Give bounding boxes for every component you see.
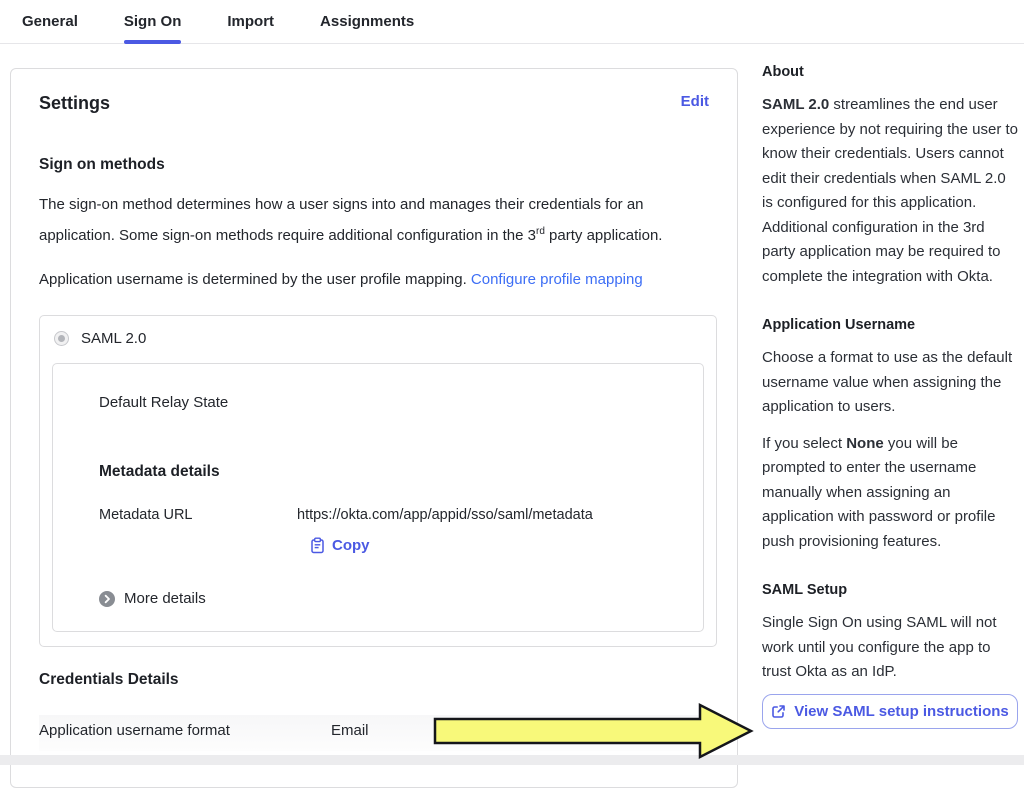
about-text: [762, 93, 1018, 289]
credentials-details-heading: Credentials Details: [39, 671, 709, 689]
p2-start: If you select: [762, 435, 846, 452]
about-body: streamlines the end user experience by not requiring the user to know their credentials. Users cannot edit their credentials when SAML 2.0 is configured for this application. Additional configuration in the 3rd party application may be required to complete the integration with Okta.: [762, 96, 1018, 285]
app-tab-bar: [0, 0, 1024, 44]
saml-radio-row: [52, 330, 704, 347]
saml-radio-label: SAML 2.0: [81, 330, 146, 347]
setup-button-label: View SAML setup instructions: [794, 703, 1008, 720]
external-link-icon: [771, 704, 786, 719]
tab-assignments[interactable]: Assignments: [320, 1, 414, 43]
description-text: The sign-on method determines how a user signs into and manages their credentials for an application. Some sign-on methods require additional configuration in the 3: [39, 196, 644, 244]
saml-method-box: [39, 315, 717, 647]
chevron-right-circle-icon: [99, 591, 115, 607]
p2-end: you will be prompted to enter the username manually when assigning an application with password or profile push provisioning features.: [762, 435, 995, 550]
credentials-row: [39, 715, 709, 751]
application-username-note: [39, 266, 694, 293]
about-heading: About: [762, 64, 1018, 80]
sign-on-methods-heading: Sign on methods: [39, 156, 709, 174]
about-bold-lead: SAML 2.0: [762, 96, 829, 113]
help-sidebar: [762, 64, 1018, 729]
more-details-toggle[interactable]: [99, 590, 206, 607]
application-username-format-value: Email: [331, 722, 709, 739]
default-relay-state-label: Default Relay State: [99, 394, 657, 411]
metadata-url-value: https://okta.com/app/appid/sso/saml/metadata: [297, 507, 657, 523]
application-username-heading: Application Username: [762, 317, 1018, 333]
copy-button-label: Copy: [332, 537, 370, 554]
metadata-url-row: [99, 507, 657, 523]
p2-bold-none: None: [846, 435, 884, 452]
application-username-p2: [762, 432, 1018, 555]
edit-button[interactable]: Edit: [681, 93, 709, 110]
application-username-p1: Choose a format to use as the default username value when assigning the application to users.: [762, 346, 1018, 420]
bottom-cutoff-strip: [0, 755, 1024, 765]
clipboard-icon: [310, 537, 325, 554]
metadata-url-label: Metadata URL: [99, 507, 297, 523]
ordinal-superscript: rd: [536, 226, 545, 237]
saml-radio-button[interactable]: [54, 331, 69, 346]
saml-setup-heading: SAML Setup: [762, 582, 1018, 598]
tab-sign-on[interactable]: Sign On: [124, 1, 182, 43]
sign-on-methods-description: [39, 191, 694, 249]
settings-card: [10, 68, 738, 788]
username-note-text: Application username is determined by the user profile mapping.: [39, 271, 471, 288]
application-username-format-label: Application username format: [39, 722, 331, 739]
view-saml-setup-instructions-button[interactable]: [762, 694, 1018, 729]
tab-general[interactable]: General: [22, 1, 78, 43]
settings-card-header: [39, 93, 709, 114]
more-details-label: More details: [124, 590, 206, 607]
copy-button[interactable]: [310, 537, 370, 554]
metadata-details-heading: Metadata details: [99, 463, 657, 481]
tab-import[interactable]: Import: [227, 1, 274, 43]
settings-title: Settings: [39, 93, 110, 114]
configure-profile-mapping-link[interactable]: Configure profile mapping: [471, 271, 643, 288]
saml-setup-text: Single Sign On using SAML will not work until you configure the app to trust Okta as an IdP.: [762, 611, 1018, 685]
description-text-end: party application.: [545, 227, 663, 244]
saml-details-box: [52, 363, 704, 632]
